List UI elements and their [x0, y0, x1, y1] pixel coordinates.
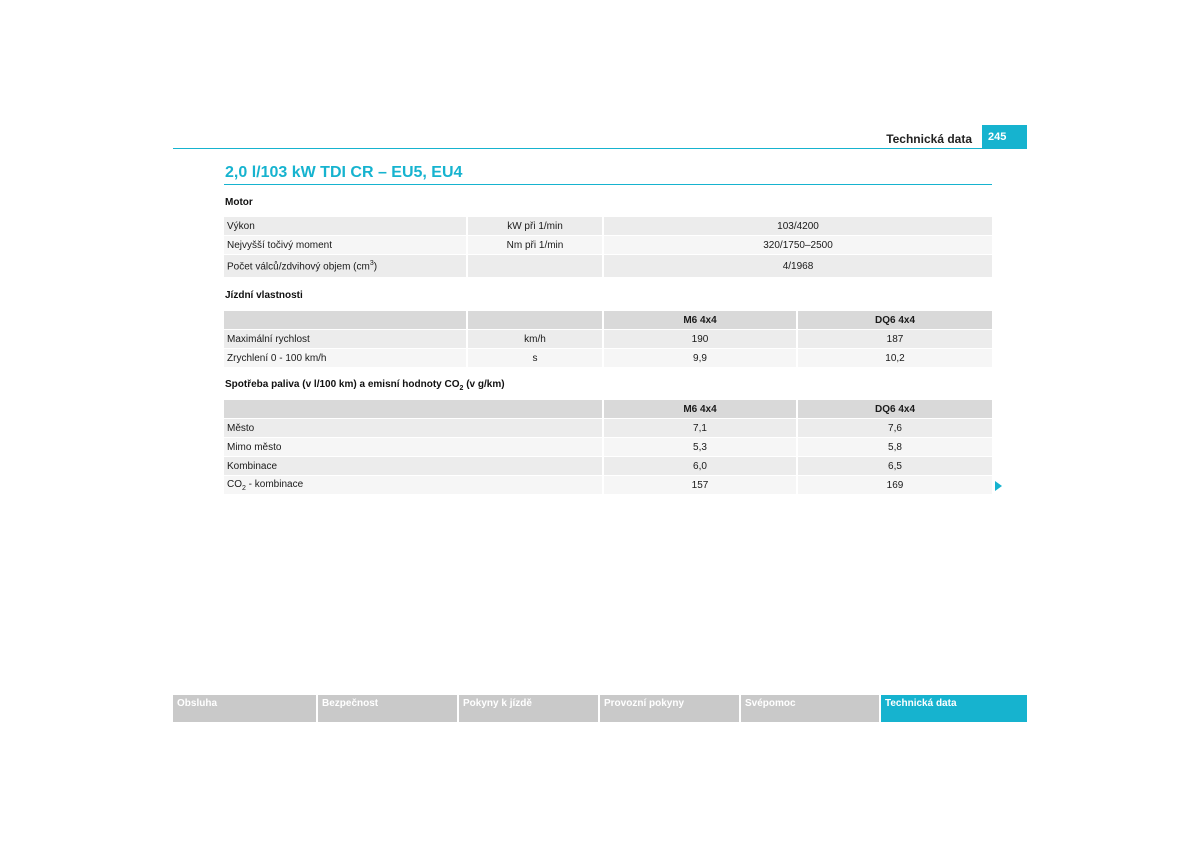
- row-label: Kombinace: [224, 457, 603, 476]
- column-header: DQ6 4x4: [797, 400, 992, 419]
- row-value: 187: [797, 330, 992, 349]
- row-unit: [467, 255, 603, 278]
- column-header: M6 4x4: [603, 311, 797, 330]
- nav-item-pokyny-k-jizde[interactable]: Pokyny k jízdě: [459, 695, 598, 722]
- triangle-right-icon: [995, 481, 1002, 491]
- column-header: [467, 311, 603, 330]
- motor-table: [224, 217, 992, 278]
- page-number: 245: [982, 125, 1027, 149]
- nav-item-obsluha[interactable]: Obsluha: [173, 695, 316, 722]
- row-value: 103/4200: [603, 217, 992, 236]
- row-label: $CO_2$ - kombinace: [224, 476, 603, 495]
- table-row: [224, 255, 992, 278]
- row-label: Město: [224, 419, 603, 438]
- row-value: 320/1750–2500: [603, 236, 992, 255]
- driving-table: [224, 311, 992, 368]
- row-value: 5,3: [603, 438, 797, 457]
- row-label: Mimo město: [224, 438, 603, 457]
- row-label: Nejvyšší točivý moment: [224, 236, 467, 255]
- row-value: 9,9: [603, 349, 797, 368]
- row-value: 5,8: [797, 438, 992, 457]
- table-row: [224, 419, 992, 438]
- table-header-row: [224, 400, 992, 419]
- nav-item-bezpecnost[interactable]: Bezpečnost: [318, 695, 457, 722]
- row-unit: kW při 1/min: [467, 217, 603, 236]
- row-unit: km/h: [467, 330, 603, 349]
- table-row: [224, 457, 992, 476]
- fuel-table: [224, 400, 992, 495]
- table-row: [224, 217, 992, 236]
- table-row: [224, 438, 992, 457]
- row-value: 7,1: [603, 419, 797, 438]
- row-value: 157: [603, 476, 797, 495]
- chapter-nav: [173, 695, 1027, 722]
- fuel-heading: Spotřeba paliva (v l/100 km) a emisní hodnoty $CO_2$ (v g/km): [225, 379, 505, 392]
- table-row: [224, 349, 992, 368]
- nav-item-svepomoc[interactable]: Svépomoc: [741, 695, 879, 722]
- row-label: Zrychlení 0 - 100 km/h: [224, 349, 467, 368]
- column-header: M6 4x4: [603, 400, 797, 419]
- section-title: 2,0 l/103 kW TDI CR – EU5, EU4: [225, 164, 463, 181]
- row-value: 6,0: [603, 457, 797, 476]
- row-value: 7,6: [797, 419, 992, 438]
- row-value: 169: [797, 476, 992, 495]
- row-unit: Nm při 1/min: [467, 236, 603, 255]
- nav-item-provozni-pokyny[interactable]: Provozní pokyny: [600, 695, 739, 722]
- column-header: [224, 311, 467, 330]
- column-header: [224, 400, 603, 419]
- row-value: 4/1968: [603, 255, 992, 278]
- driving-heading: Jízdní vlastnosti: [225, 290, 303, 301]
- row-label: Výkon: [224, 217, 467, 236]
- row-value: 6,5: [797, 457, 992, 476]
- nav-item-technicka-data[interactable]: Technická data: [881, 695, 1027, 722]
- row-unit: s: [467, 349, 603, 368]
- row-value: 10,2: [797, 349, 992, 368]
- column-header: DQ6 4x4: [797, 311, 992, 330]
- table-row: [224, 476, 992, 495]
- table-row: [224, 330, 992, 349]
- row-value: 190: [603, 330, 797, 349]
- section-rule: [224, 184, 992, 185]
- header-rule: [173, 148, 1027, 149]
- table-header-row: [224, 311, 992, 330]
- row-label: Počet válců/zdvihový objem $(cm^3)$: [224, 255, 467, 278]
- motor-heading: Motor: [225, 197, 253, 208]
- running-header-title: Technická data: [886, 132, 972, 146]
- table-row: [224, 236, 992, 255]
- row-label: Maximální rychlost: [224, 330, 467, 349]
